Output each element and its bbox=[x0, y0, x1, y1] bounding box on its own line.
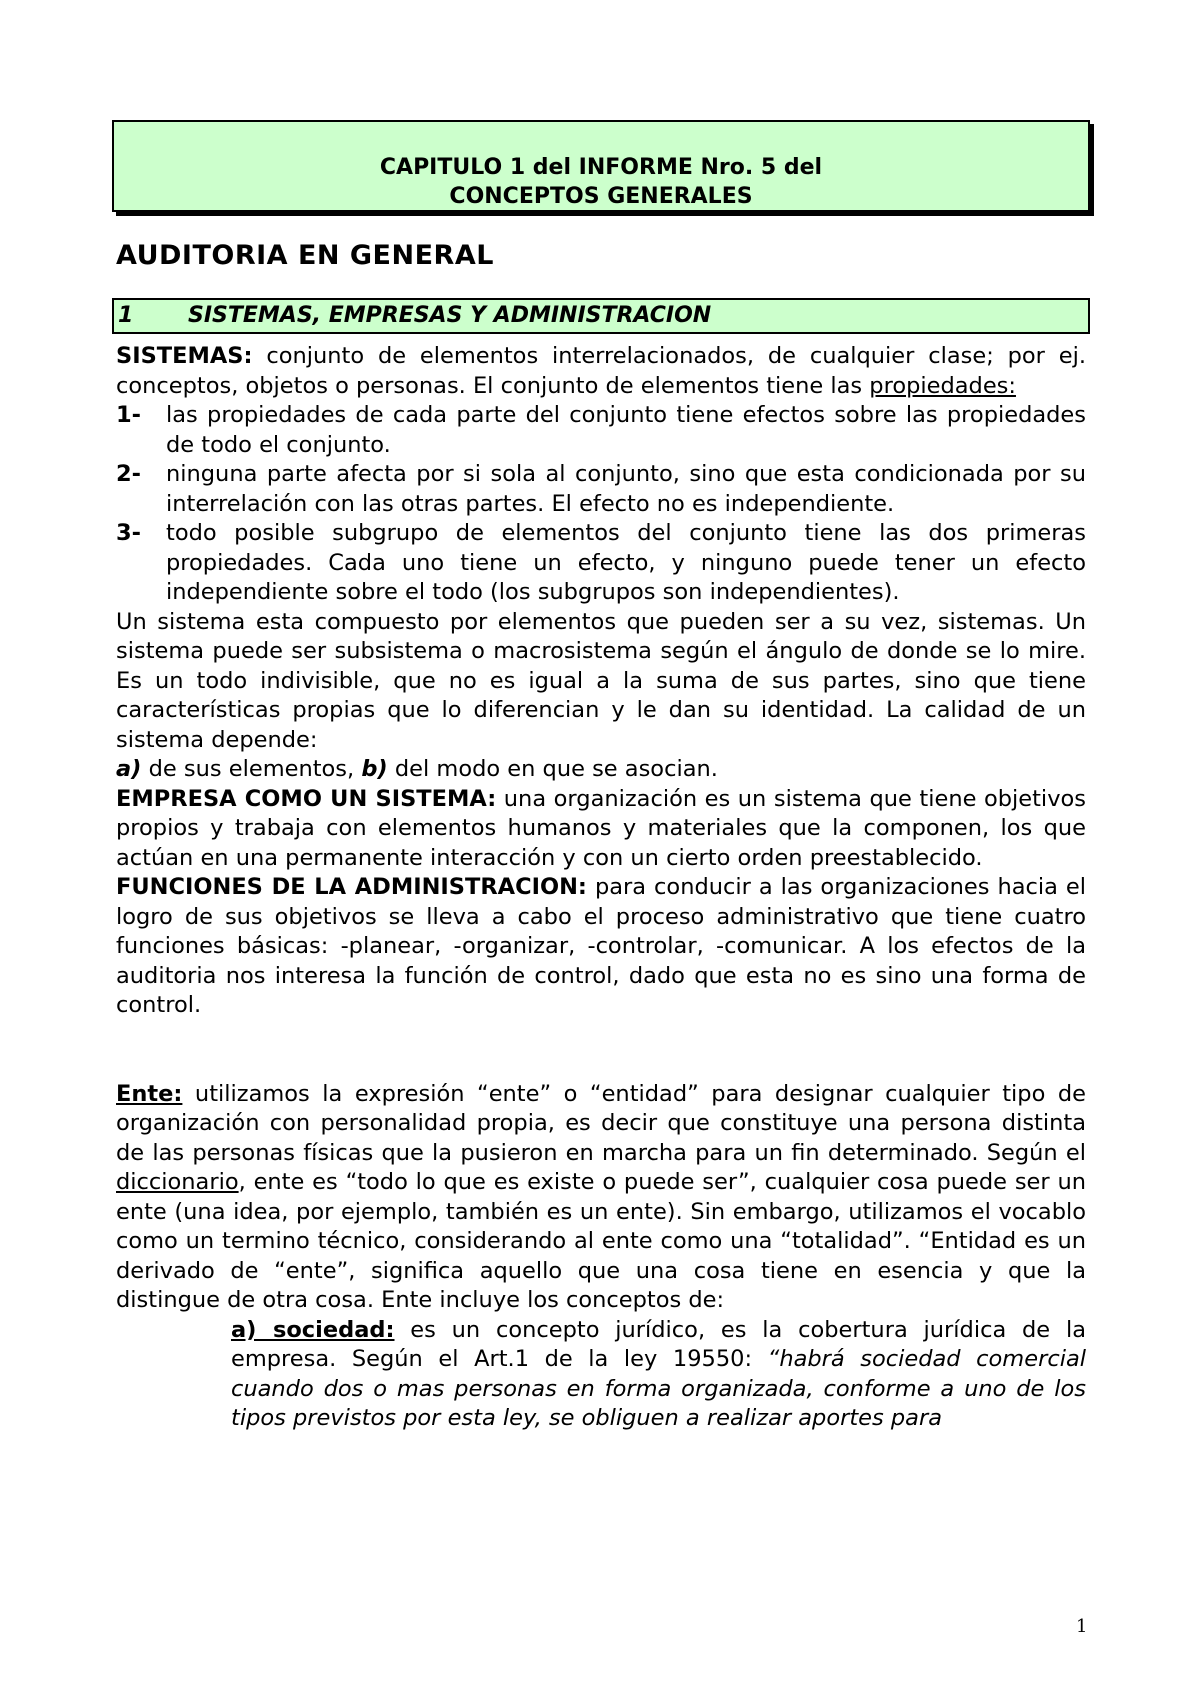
calidad-dependencies-line bbox=[116, 755, 1086, 785]
empresa-paragraph bbox=[116, 785, 1086, 874]
sistemas-paragraph bbox=[116, 342, 1086, 401]
list-item bbox=[116, 401, 1086, 460]
section-title: SISTEMAS, EMPRESAS Y ADMINISTRACION bbox=[188, 303, 712, 328]
list-item-number: 1- bbox=[116, 402, 141, 428]
dependency-b-text: del modo en que se asocian. bbox=[387, 756, 718, 782]
funciones-term: FUNCIONES DE LA ADMINISTRACION: bbox=[116, 874, 587, 900]
ente-text-1: utilizamos la expresión “ente” o “entidad” para designar cualquier tipo de organización con personalidad propia, es decir que constituye una persona distinta de las personas físicas que la pusieron en marcha para un fin determinado. Según el bbox=[116, 1080, 1086, 1166]
list-item-text: las propiedades de cada parte del conjunto tiene efectos sobre las propiedades de todo el conjunto. bbox=[166, 402, 1086, 458]
paragraph-spacer bbox=[116, 1021, 1086, 1080]
list-item bbox=[116, 519, 1086, 608]
sistemas-text: conjunto de elementos interrelacionados, de cualquier clase; por ej. conceptos, objetos o personas. El conjunto de elementos tiene las bbox=[116, 343, 1086, 399]
list-item-number: 2- bbox=[116, 461, 141, 487]
chapter-header-line-1: CAPITULO 1 del INFORME Nro. 5 del bbox=[379, 155, 823, 180]
list-item bbox=[116, 460, 1086, 519]
list-item-text: todo posible subgrupo de elementos del conjunto tiene las dos primeras propiedades. Cada uno tiene un efecto, y ninguno puede tener un efecto independiente sobre el todo (los subgrupos son independientes). bbox=[166, 520, 1086, 605]
chapter-header-line-2: CONCEPTOS GENERALES bbox=[449, 184, 753, 209]
empresa-text: una organización es un sistema que tiene objetivos propios y trabaja con elementos humanos y materiales que la componen, los que actúan en una permanente interacción y con un cierto orden preestablecido. bbox=[116, 785, 1086, 871]
document-title: AUDITORIA EN GENERAL bbox=[116, 240, 494, 271]
sociedad-quote: “habrá sociedad comercial cuando dos o mas personas en forma organizada, conforme a uno de los tipos previstos por esta ley, se obliguen a realizar aportes para bbox=[231, 1346, 1086, 1431]
sociedad-term: a) sociedad: bbox=[231, 1316, 395, 1343]
sociedad-paragraph bbox=[116, 1316, 1086, 1434]
dependency-a-label: a) bbox=[116, 756, 142, 782]
dependency-a-text: de sus elementos, bbox=[141, 756, 362, 782]
sociedad-text: es un concepto jurídico, es la cobertura jurídica de la empresa. Según el Art.1 de la ley 19550: bbox=[231, 1316, 1086, 1372]
ente-paragraph bbox=[116, 1080, 1086, 1316]
section-number: 1 bbox=[118, 303, 134, 328]
list-item-text: ninguna parte afecta por si sola al conjunto, sino que esta condicionada por su interrelación con las otras partes. El efecto no es independiente. bbox=[166, 461, 1086, 517]
sistema-description-paragraph: Un sistema esta compuesto por elementos que pueden ser a su vez, sistemas. Un sistema puede ser subsistema o macrosistema según el ángulo de donde se lo mire. Es un todo indivisible, que no es igual a la suma de sus partes, sino que tiene características propias que lo diferencian y le dan su identidad. La calidad de un sistema depende: bbox=[116, 608, 1086, 753]
ente-term: Ente: bbox=[116, 1080, 183, 1107]
chapter-header-box bbox=[112, 120, 1090, 212]
funciones-paragraph bbox=[116, 873, 1086, 1021]
section-heading-box bbox=[112, 298, 1090, 334]
propiedades-label: propiedades: bbox=[869, 372, 1016, 399]
dependency-b-label: b) bbox=[361, 756, 388, 782]
list-item-number: 3- bbox=[116, 520, 141, 546]
sistemas-term: SISTEMAS: bbox=[116, 343, 253, 369]
diccionario-label: diccionario bbox=[116, 1169, 239, 1195]
document-body bbox=[116, 342, 1086, 1434]
funciones-text: para conducir a las organizaciones hacia el logro de sus objetivos se lleva a cabo el proceso administrativo que tiene cuatro funciones básicas: -planear, -organizar, -controlar, -comunicar. A los efectos de la auditoria nos interesa la función de control, dado que esta no es sino una forma de control. bbox=[116, 874, 1086, 1018]
empresa-term: EMPRESA COMO UN SISTEMA: bbox=[116, 785, 497, 812]
page-number: 1 bbox=[1076, 1616, 1088, 1637]
ente-text-2: , ente es “todo lo que es existe o puede ser”, cualquier cosa puede ser un ente (una idea, por ejemplo, también es un ente). Sin embargo, utilizamos el vocablo como un termino técnico, considerando al ente como una “totalidad”. “Entidad es un derivado de “ente”, significa aquello que una cosa tiene en esencia y que la distingue de otra cosa. Ente incluye los conceptos de: bbox=[116, 1169, 1086, 1313]
